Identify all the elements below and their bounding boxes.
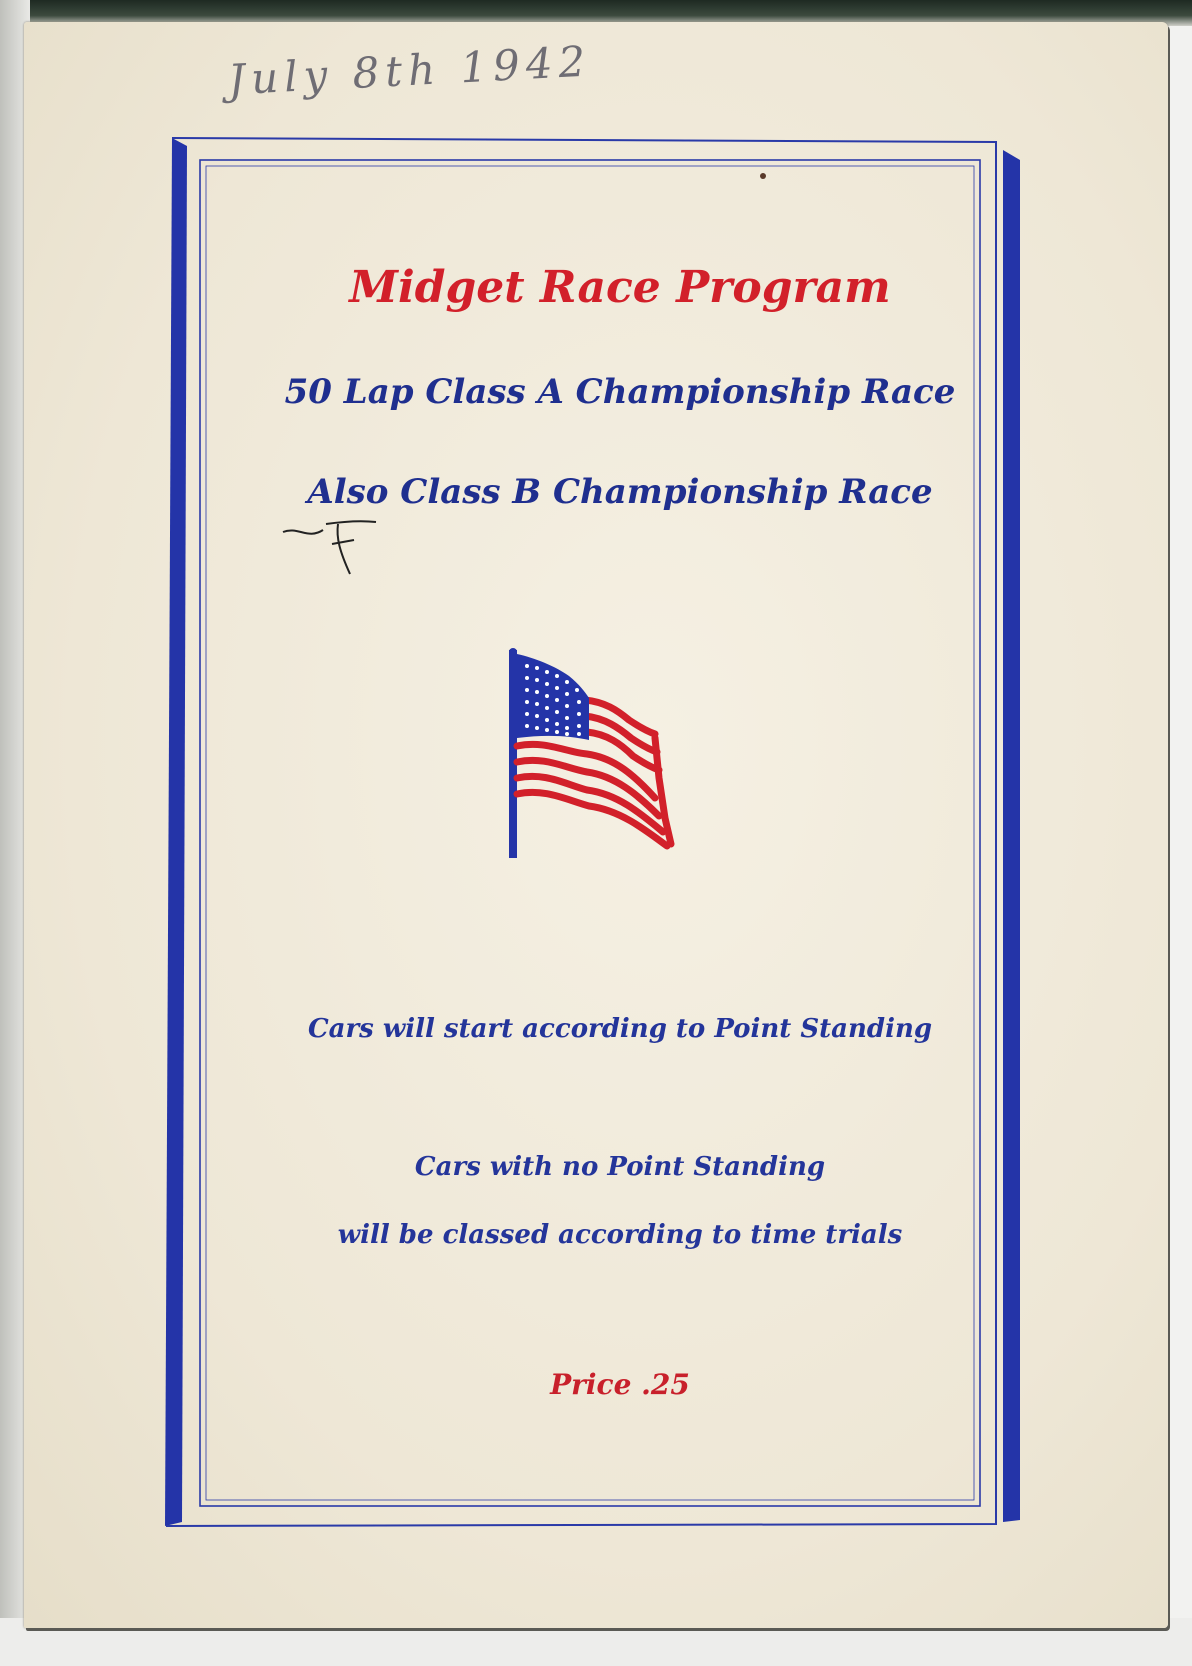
border-right-bar — [1003, 150, 1020, 1522]
pencil-mark — [278, 510, 388, 580]
start-order-note: Cars will start according to Point Standing — [307, 1014, 933, 1044]
american-flag-icon — [505, 648, 675, 860]
handwritten-date: July 8th 1942 — [226, 36, 593, 105]
price-label: Price .25 — [550, 1368, 690, 1401]
class-a-race-line: 50 Lap Class A Championship Race — [284, 372, 956, 412]
program-title: Midget Race Program — [349, 262, 891, 313]
no-standing-note-line-1: Cars with no Point Standing — [414, 1152, 826, 1182]
class-b-race-line: Also Class B Championship Race — [307, 472, 933, 512]
border-left-bar — [165, 138, 187, 1526]
no-standing-note-line-2: will be classed according to time trials — [337, 1220, 903, 1250]
